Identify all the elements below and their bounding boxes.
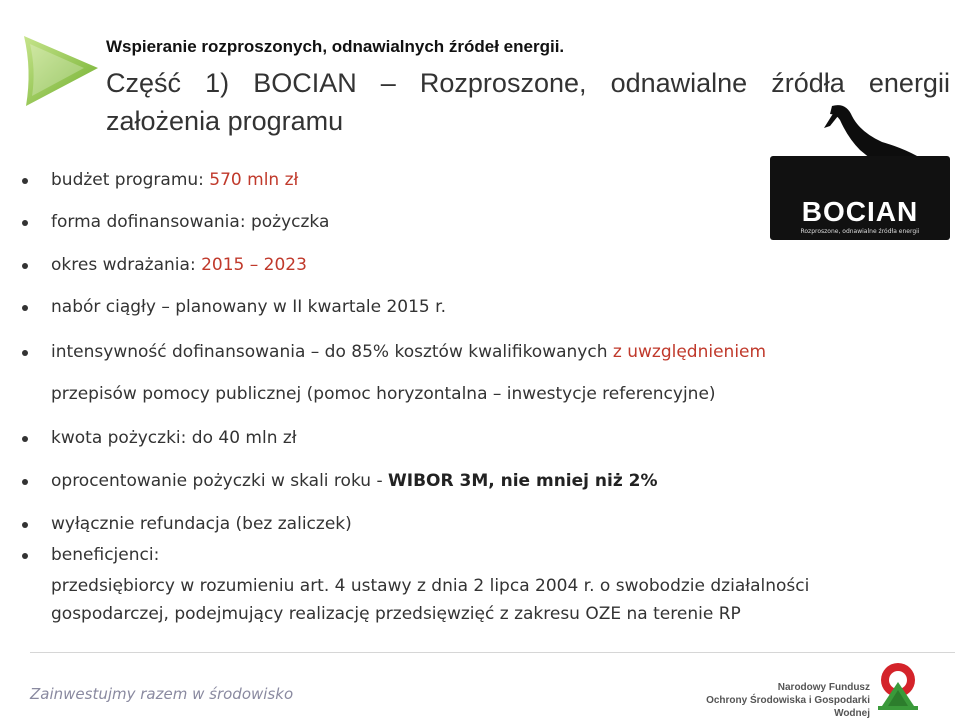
bullet-text: okres wdrażania: (51, 255, 202, 275)
bullet-dot (22, 553, 28, 559)
title-word: BOCIAN (253, 68, 357, 98)
bullet-dot (22, 436, 28, 442)
bullet-dot (22, 479, 28, 485)
bullet-dot (22, 305, 28, 311)
bullet-text: wyłącznie refundacja (bez zaliczek) (51, 514, 352, 534)
bullet-continuation: gospodarczej, podejmujący realizację przedsięwzięć z zakresu OZE na terenie RP (51, 604, 741, 624)
bullet-text: budżet programu: (51, 170, 210, 190)
slide-topline: Wspieranie rozproszonych, odnawialnych źródeł energii. (106, 37, 565, 56)
bullet-text: nabór ciągły – planowany w II kwartale 2015 r. (51, 297, 446, 317)
bullet-value: 2015 – 2023 (201, 255, 307, 275)
title-word: źródła (771, 68, 845, 98)
title-word: – (380, 68, 396, 98)
bullet-value: 570 mln zł (209, 170, 299, 190)
footer-divider (30, 652, 955, 653)
bullet-dot (22, 350, 28, 356)
bullet-continuation: przedsiębiorcy w rozumieniu art. 4 ustawy z dnia 2 lipca 2004 r. o swobodzie działalności (51, 576, 810, 596)
bullet-text: oprocentowanie pożyczki w skali roku - (51, 471, 388, 491)
bullet-dot (22, 522, 28, 528)
bullet-text: forma dofinansowania: pożyczka (51, 212, 330, 232)
bullet-text: kwota pożyczki: do 40 mln zł (51, 428, 297, 448)
title-word: Część (106, 68, 182, 98)
footer-slogan: Zainwestujmy razem w środowisko (30, 685, 294, 703)
title-line-2: założenia programu (106, 106, 344, 136)
bullet-bold-text: WIBOR 3M, nie mniej niż 2% (388, 471, 658, 491)
fund-name-line-1: Narodowy Fundusz (777, 682, 870, 693)
title-word: energii (868, 68, 950, 98)
bullet-red-text: z uwzględnieniem (612, 342, 767, 362)
bullet-text: intensywność dofinansowania – do 85% kosztów kwalifikowanych (51, 342, 613, 362)
fund-name (690, 681, 870, 720)
logo-tagline: Rozproszone, odnawialne źródła energii (800, 228, 920, 235)
nfosigw-emblem-icon (874, 660, 922, 712)
bocian-logo (760, 98, 952, 248)
title-word: 1) (205, 68, 230, 98)
title-word: Rozproszone, (419, 68, 587, 98)
title-word: odnawialne (610, 68, 748, 98)
bullet-dot (22, 220, 28, 226)
bullet-text: beneficjenci: (51, 545, 160, 565)
logo-name: BOCIAN (801, 196, 919, 227)
fund-name-line-2: Ochrony Środowiska i Gospodarki Wodnej (706, 695, 870, 719)
bullet-dot (22, 263, 28, 269)
bullet-dot (22, 178, 28, 184)
bullet-continuation: przepisów pomocy publicznej (pomoc horyzontalna – inwestycje referencyjne) (51, 384, 716, 404)
green-arrow-icon (18, 30, 106, 110)
